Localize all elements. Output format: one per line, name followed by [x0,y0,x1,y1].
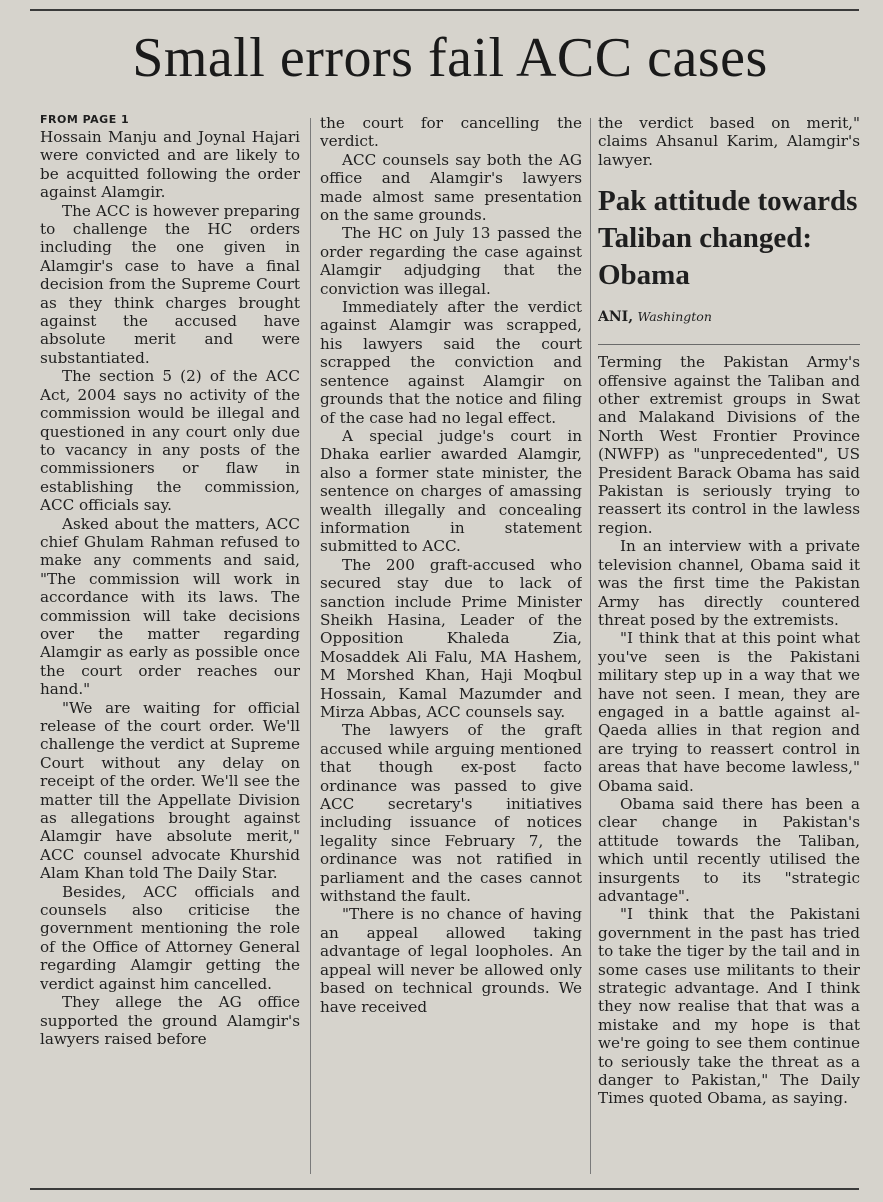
byline-place: Washington [637,309,712,325]
paragraph: A special judge's court in Dhaka earlier awarded Alamgir, also a former state minister, the sentence on charges of amassing wealth illegally and concealing information in statement submitted to ACC. [320,426,582,556]
paragraph: "I think that the Pakistani government in the past has tried to take the tiger by the tail and in some cases use militants to their strategic advantage. And I think they now realise that that was a mistake and my hope is that we're going to see them continue to seriously take the threat as a danger to Pakistan," The Daily Times quoted Obama, as saying. [598,905,860,1108]
paragraph: The lawyers of the graft accused while arguing mentioned that though ex-post facto ordinance was passed to give ACC secretary's initiatives including issuance of notices legality since February 7, the ordinance was not ratified in parliament and the cases cannot withstand the fault. [320,721,582,906]
story-divider [598,344,860,345]
paragraph: the court for cancelling the verdict. [320,114,582,151]
paragraph: Terming the Pakistan Army's offensive against the Taliban and other extremist groups in Swat and Malakand Divisions of the North West Frontier Province (NWFP) as "unprecedented", US President Barack Obama has said Pakistan is seriously trying to reassert its control in the lawless region. [598,353,860,537]
paragraph: In an interview with a private television channel, Obama said it was the first time the Pakistan Army has directly countered threat posed by the extremists. [598,537,860,629]
byline-agency: ANI, [598,309,634,326]
paragraph: Asked about the matters, ACC chief Ghulam Rahman refused to make any comments and said, "The commission will work in accordance with its laws. The commission will take decisions over the matter regarding Alamgir as early as possible once the court order reaches our hand." [40,514,300,699]
paragraph: ACC counsels say both the AG office and Alamgir's lawyers made almost same presentation on the same grounds. [320,150,582,225]
paragraph: "I think that at this point what you've seen is the Pakistani military step up in a way that we have not seen. I mean, they are engaged in a battle against al-Qaeda allies in that region and are trying to reassert control in areas that have become lawless," Obama said. [598,629,860,795]
right-column [598,114,860,1180]
second-story-headline: Pak attitude towards Taliban changed: Obama [598,185,858,292]
paragraph: "We are waiting for official release of the court order. We'll challenge the verdict at Supreme Court without any delay on receipt of the order. We'll see the matter till the Appellate Division as allegations brought against Alamgir have absolute merit," ACC counsel advocate Khurshid Alam Khan told The Daily Star. [40,698,300,883]
top-rule [30,9,859,11]
paragraph: The ACC is however preparing to challenge the HC orders including the one given in Alamgir's case to have a final decision from the Supreme Court as they think charges brought against the accused have absolute merit and were substantiated. [40,201,300,367]
paragraph: the verdict based on merit," claims Ahsanul Karim, Alamgir's lawyer. [598,114,860,169]
paragraph: Besides, ACC officials and counsels also criticise the government mentioning the role of the Office of Attorney General regarding Alamgir getting the verdict against him cancelled. [40,882,300,993]
paragraph: They allege the AG office supported the ground Alamgir's lawyers raised before [40,993,300,1048]
byline [598,308,860,326]
paragraph: Hossain Manju and Joynal Hajari were convicted and are likely to be acquitted following the order against Alamgir. [40,128,300,202]
paragraph: Obama said there has been a clear change in Pakistan's attitude towards the Taliban, which until recently utilised the insurgents to its "strategic advantage". [598,794,860,905]
main-story-column-2 [320,114,582,1180]
paragraph: The 200 graft-accused who secured stay due to lack of sanction include Prime Minister Sheikh Hasina, Leader of the Opposition Khaleda Zia, Mosaddek Ali Falu, MA Hashem, M Morshed Khan, Haji Moqbul Hossain, Kamal Mazumder and Mirza Abbas, ACC counsels say. [320,555,582,721]
paragraph: The section 5 (2) of the ACC Act, 2004 says no activity of the commission would be illegal and questioned in any court only due to vacancy in any posts of the commissioners or flaw in establishing the commission, ACC officials say. [40,367,300,515]
main-headline: Small errors fail ACC cases [132,27,768,89]
bottom-rule [30,1188,859,1190]
paragraph: "There is no chance of having an appeal allowed taking advantage of legal loopholes. An appeal will never be allowed only based on technical grounds. We have received [320,905,582,1016]
paragraph: Immediately after the verdict against Alamgir was scrapped, his lawyers said the court scrapped the conviction and sentence against Alamgir on grounds that the notice and filing of the case had no legal effect. [320,298,582,427]
paragraph: The HC on July 13 passed the order regarding the case against Alamgir adjudging that the conviction was illegal. [320,224,582,298]
continuation-kicker: FROM PAGE 1 [40,114,130,126]
column-divider [590,118,591,1174]
main-story-column-1 [40,114,300,1180]
column-divider [310,118,311,1174]
